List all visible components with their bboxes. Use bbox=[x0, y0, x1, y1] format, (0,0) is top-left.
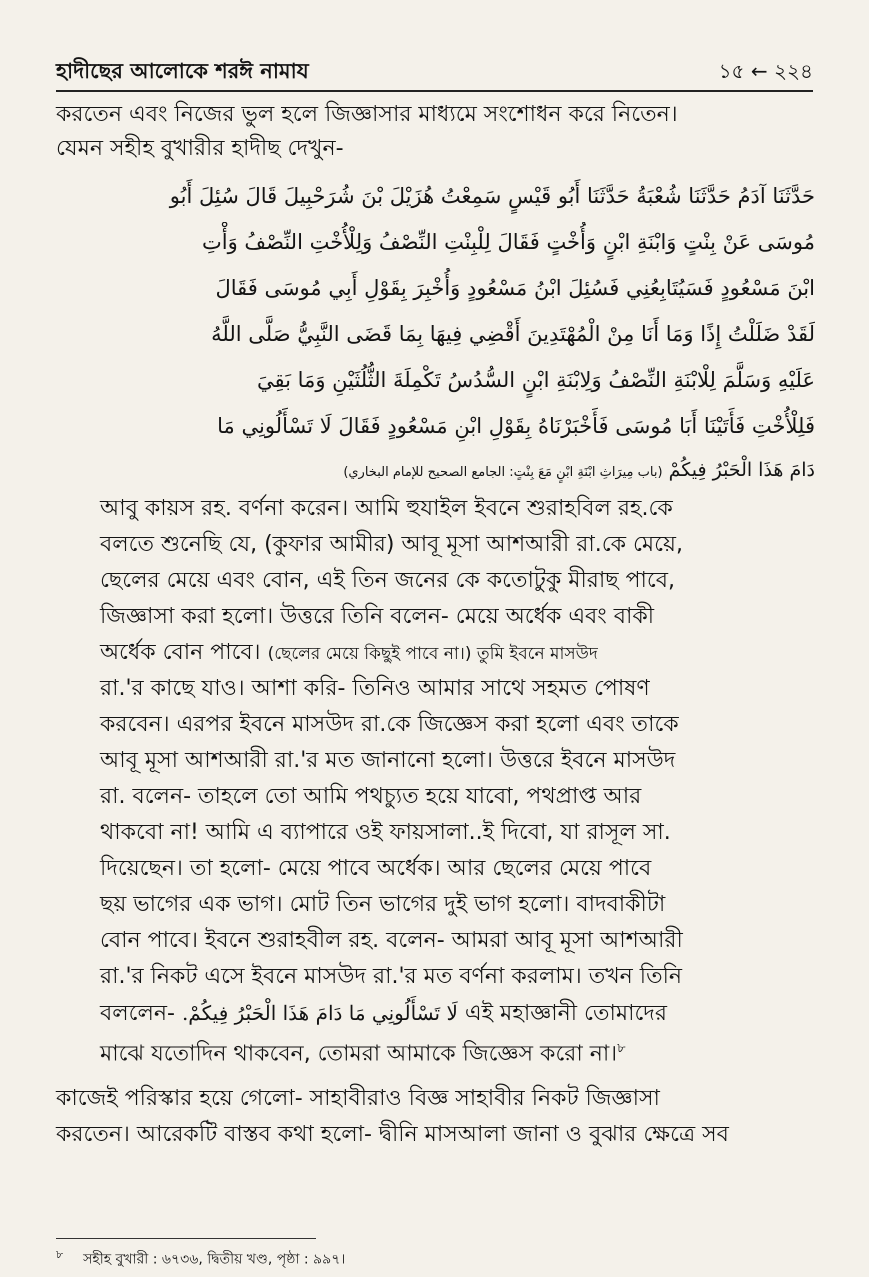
translation-line: থাকবো না! আমি এ ব্যাপারে ওই ফায়সালা..ই দিবো, যা রাসূল সা. bbox=[100, 820, 671, 845]
hadith-arabic-line: لَقَدْ ضَلَلْتُ إِذًا وَمَا أَنَا مِنْ الْمُهْتَدِينَ أَقْضِي فِيهَا بِمَا قَضَى النَّبِيُّ صَلَّى اللَّهُ bbox=[211, 322, 815, 346]
translation-text: এই মহাজ্ঞানী তোমাদের bbox=[464, 1001, 667, 1026]
translation-text: মাঝে যতোদিন থাকবেন, তোমরা আমাকে জিজ্ঞেস করো না। bbox=[100, 1041, 618, 1067]
translation-line: রা.'র কাছে যাও। আশা করি- তিনিও আমার সাথে সহমত পোষণ bbox=[100, 676, 650, 701]
translation-line: রা.'র নিকট এসে ইবনে মাসউদ রা.'র মত বর্ণনা করলাম। তখন তিনি bbox=[100, 964, 683, 989]
hadith-reference: (باب مِيرَاثِ ابْنَةِ ابْنٍ مَعَ بِنْتٍ: الجامع الصحيح للإمام البخاري) bbox=[343, 465, 663, 480]
conclusion-line: করতেন। আরেকটি বাস্তব কথা হলো- দ্বীনি মাসআলা জানা ও বুঝার ক্ষেত্রে সব bbox=[56, 1122, 729, 1147]
translation-line: ছয় ভাগের এক ভাগ। মোট তিন ভাগের দুই ভাগ হলো। বাদবাকীটা bbox=[100, 892, 666, 917]
inline-arabic-quote: لَا تَسْأَلُونِي مَا دَامَ هَذَا الْحَبْرُ فِيكُمْ. bbox=[181, 1001, 458, 1025]
intro-line: যেমন সহীহ বুখারীর হাদীছ দেখুন- bbox=[56, 136, 344, 161]
page-number: ১৫ ← ২২৪ bbox=[718, 59, 813, 83]
footnote-text: সহীহ বুখারী : ৬৭৩৬, দ্বিতীয় খণ্ড, পৃষ্ঠা : ৯৯৭। bbox=[83, 1251, 346, 1268]
translation-parenthetical: (ছেলের মেয়ে কিছুই পাবে না।) তুমি ইবনে মাসউদ bbox=[267, 644, 598, 664]
hadith-arabic-last-line bbox=[100, 450, 815, 493]
translation-line bbox=[100, 998, 667, 1029]
conclusion-line: কাজেই পরিস্কার হয়ে গেলো- সাহাবীরাও বিজ্ঞ সাহাবীর নিকট জিজ্ঞাসা bbox=[56, 1086, 660, 1111]
translation-line: আবূ মূসা আশআরী রা.'র মত জানানো হলো। উত্তরে ইবনে মাসউদ bbox=[100, 748, 676, 773]
translation-line: করবেন। এরপর ইবনে মাসউদ রা.কে জিজ্ঞেস করা হলো এবং তাকে bbox=[100, 712, 679, 737]
hadith-arabic-end: دَامَ هَذَا الْحَبْرُ فِيكُمْ bbox=[668, 459, 815, 481]
translation-line: রা. বলেন- তাহলে তো আমি পথচ্যুত হয়ে যাবো, পথপ্রাপ্ত আর bbox=[100, 784, 642, 809]
hadith-arabic-line: ابْنَ مَسْعُودٍ فَسَيُتَابِعُنِي فَسُئِلَ ابْنُ مَسْعُودٍ وَأُخْبِرَ بِقَوْلِ أَبِي مُوسَى فَقَالَ bbox=[215, 276, 815, 300]
translation-text: বললেন- bbox=[100, 1001, 175, 1026]
translation-line: আবু কায়স রহ. বর্ণনা করেন। আমি হুযাইল ইবনে শুরাহবিল রহ.কে bbox=[100, 496, 673, 521]
translation-line bbox=[100, 638, 598, 669]
footnote-divider bbox=[56, 1238, 316, 1239]
footnote bbox=[56, 1246, 345, 1272]
translation-line: ছেলের মেয়ে এবং বোন, এই তিন জনের কে কতোটুকু মীরাছ পাবে, bbox=[100, 568, 675, 593]
translation-line: বোন পাবে। ইবনে শুরাহবীল রহ. বলেন- আমরা আবূ মূসা আশআরী bbox=[100, 928, 683, 953]
translation-text: অর্ধেক বোন পাবে। bbox=[100, 640, 261, 665]
hadith-arabic-line: فَلِلْأُخْتِ فَأَتَيْنَا أَبَا مُوسَى فَأَخْبَرْنَاهُ بِقَوْلِ ابْنِ مَسْعُودٍ فَقَالَ لَا تَسْأَلُونِي مَا bbox=[217, 414, 815, 438]
hadith-arabic-line: عَلَيْهِ وَسَلَّمَ لِلْابْنَةِ النِّصْفُ وَلِابْنَةِ ابْنٍ السُّدُسُ تَكْمِلَةَ الثُّلُثَيْنِ وَمَا بَقِيَ bbox=[257, 368, 815, 392]
footnote-number: ৮ bbox=[56, 1248, 64, 1261]
translation-line bbox=[100, 1034, 626, 1069]
hadith-arabic-line: حَدَّثَنَا آدَمُ حَدَّثَنَا شُعْبَةُ حَدَّثَنَا أَبُو قَيْسٍ سَمِعْتُ هُزَيْلَ بْنَ شُرَحْبِيلَ قَالَ سُئِلَ أَبُو bbox=[169, 184, 815, 208]
hadith-arabic-line: مُوسَى عَنْ بِنْتٍ وَابْنَةِ ابْنٍ وَأُخْتٍ فَقَالَ لِلْبِنْتِ النِّصْفُ وَلِلْأُخْتِ النِّصْفُ وَأْتِ bbox=[201, 230, 815, 254]
translation-line: জিজ্ঞাসা করা হলো। উত্তরে তিনি বলেন- মেয়ে অর্ধেক এবং বাকী bbox=[100, 604, 655, 629]
page-header bbox=[56, 60, 813, 92]
running-title: হাদীছের আলোকে শরঈ নামায bbox=[56, 59, 309, 83]
translation-line: দিয়েছেন। তা হলো- মেয়ে পাবে অর্ধেক। আর ছেলের মেয়ে পাবে bbox=[100, 856, 652, 881]
translation-line: বলতে শুনেছি যে, (কুফার আমীর) আবূ মূসা আশআরী রা.কে মেয়ে, bbox=[100, 532, 683, 557]
footnote-reference: ৮ bbox=[617, 1041, 626, 1056]
intro-line: করতেন এবং নিজের ভুল হলে জিজ্ঞাসার মাধ্যমে সংশোধন করে নিতেন। bbox=[56, 102, 678, 127]
